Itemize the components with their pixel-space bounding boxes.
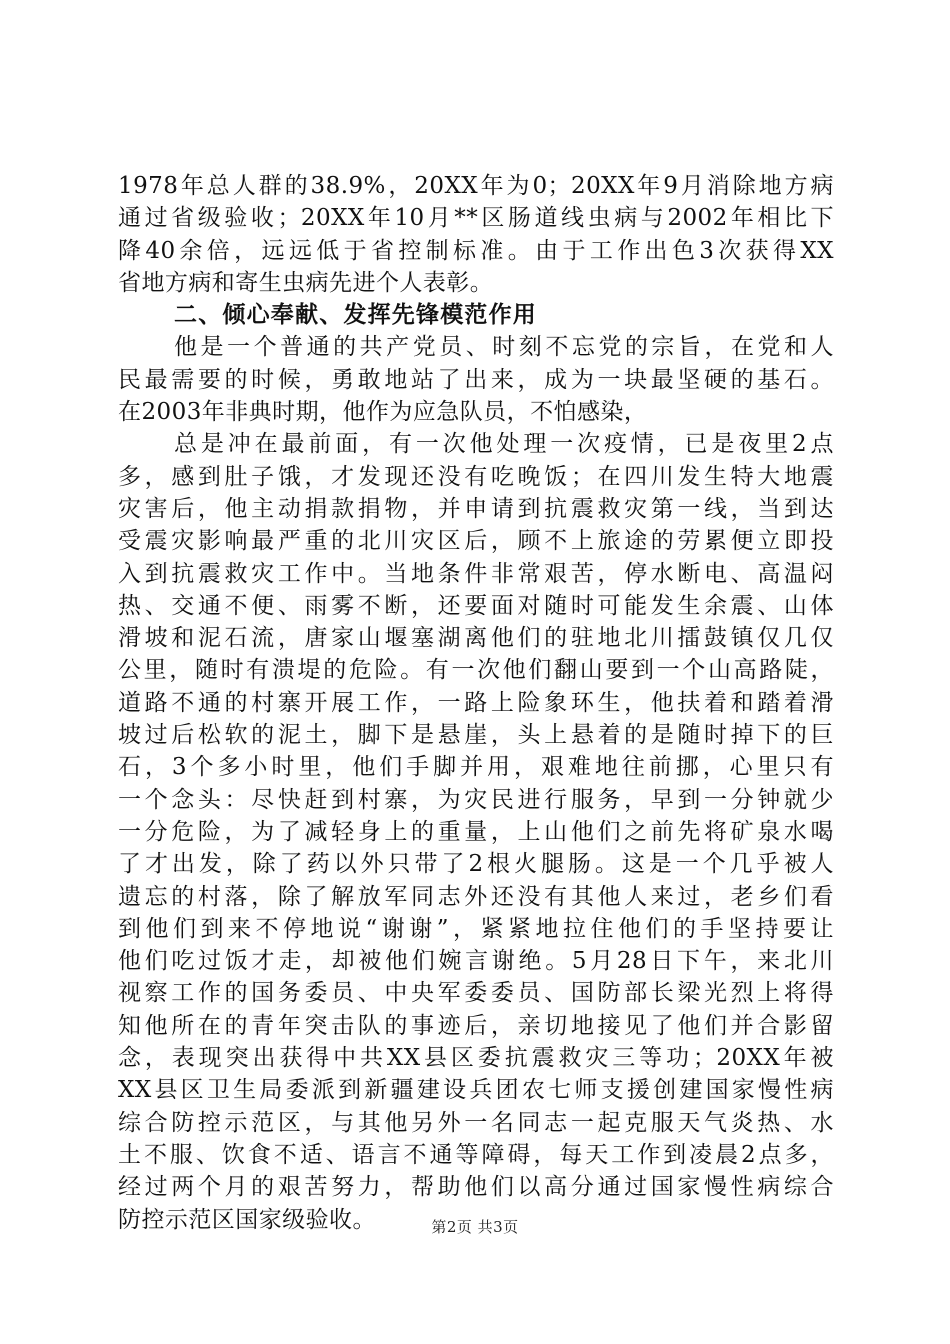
paragraph-line: 石，3个多小时里，他们手脚并用，艰难地往前挪，心里只有 [118, 754, 834, 781]
paragraph-line: 遗忘的村落，除了解放军同志外还没有其他人来过，老乡们看 [118, 883, 834, 910]
page-number-footer: 第2页 共3页 [431, 1218, 519, 1236]
paragraph-line: 综合防控示范区，与其他另外一名同志一起克服天气炎热、水 [118, 1109, 834, 1136]
paragraph-line: 在2003年非典时期，他作为应急队员，不怕感染， [118, 399, 648, 426]
paragraph-line: 热、交通不便、雨雾不断，还要面对随时可能发生余震、山体 [118, 592, 834, 619]
paragraph-line: 道路不通的村寨开展工作，一路上险象环生，他扶着和踏着滑 [118, 689, 834, 716]
paragraph-line: 多，感到肚子饿，才发现还没有吃晚饭；在四川发生特大地震 [118, 463, 834, 490]
paragraph-line: 坡过后松软的泥土，脚下是悬崖，头上悬着的是随时掉下的巨 [118, 722, 834, 749]
paragraph-line: 总是冲在最前面，有一次他处理一次疫情，已是夜里2点 [174, 431, 834, 458]
paragraph-line: 知他所在的青年突击队的事迹后，亲切地接见了他们并合影留 [118, 1012, 834, 1039]
paragraph-line: 念，表现突出获得中共XX县区委抗震救灾三等功；20XX年被 [118, 1045, 834, 1072]
paragraph-line: 公里，随时有溃堤的危险。有一次他们翻山要到一个山高路陡， [118, 657, 834, 684]
paragraph-line: 他是一个普通的共产党员、时刻不忘党的宗旨，在党和人 [174, 334, 834, 361]
section-heading: 二、倾心奉献、发挥先锋模范作用 [174, 302, 537, 329]
paragraph-line: 民最需要的时候，勇敢地站了出来，成为一块最坚硬的基石。 [118, 366, 834, 393]
paragraph-line: 1978年总人群的38.9%，20XX年为0；20XX年9月消除地方病 [118, 173, 834, 199]
paragraph-line: 他们吃过饭才走，却被他们婉言谢绝。5月28日下午，来北川 [118, 948, 834, 975]
paragraph-line: 滑坡和泥石流，唐家山堰塞湖离他们的驻地北川擂鼓镇仅几仅 [118, 625, 834, 652]
paragraph-line: 省地方病和寄生虫病先进个人表彰。 [118, 269, 494, 296]
paragraph-line: 防控示范区国家级验收。 [118, 1206, 376, 1233]
paragraph-line: 受震灾影响最严重的北川灾区后，顾不上旅途的劳累便立即投 [118, 528, 834, 555]
paragraph-line: 入到抗震救灾工作中。当地条件非常艰苦，停水断电、高温闷 [118, 560, 834, 587]
paragraph-line: 降40余倍，远远低于省控制标准。由于工作出色3次获得XX [118, 237, 834, 264]
paragraph-line: 一分危险，为了减轻身上的重量，上山他们之前先将矿泉水喝 [118, 818, 834, 845]
paragraph-line: XX县区卫生局委派到新疆建设兵团农七师支援创建国家慢性病 [118, 1077, 834, 1104]
paragraph-line: 视察工作的国务委员、中央军委委员、国防部长梁光烈上将得 [118, 980, 834, 1007]
paragraph-line: 了才出发，除了药以外只带了2根火腿肠。这是一个几乎被人 [118, 851, 834, 878]
paragraph-line: 通过省级验收；20XX年10月**区肠道线虫病与2002年相比下 [118, 205, 834, 232]
paragraph-line: 土不服、饮食不适、语言不通等障碍，每天工作到凌晨2点多， [118, 1141, 834, 1168]
document-body [118, 170, 834, 1236]
paragraph-line: 经过两个月的艰苦努力，帮助他们以高分通过国家慢性病综合 [118, 1174, 834, 1201]
paragraph-line: 灾害后，他主动捐款捐物，并申请到抗震救灾第一线，当到达 [118, 495, 834, 522]
paragraph-line: 到他们到来不停地说“谢谢”，紧紧地拉住他们的手坚持要让 [118, 915, 834, 942]
paragraph-line: 一个念头：尽快赶到村寨，为灾民进行服务，早到一分钟就少 [118, 786, 834, 813]
